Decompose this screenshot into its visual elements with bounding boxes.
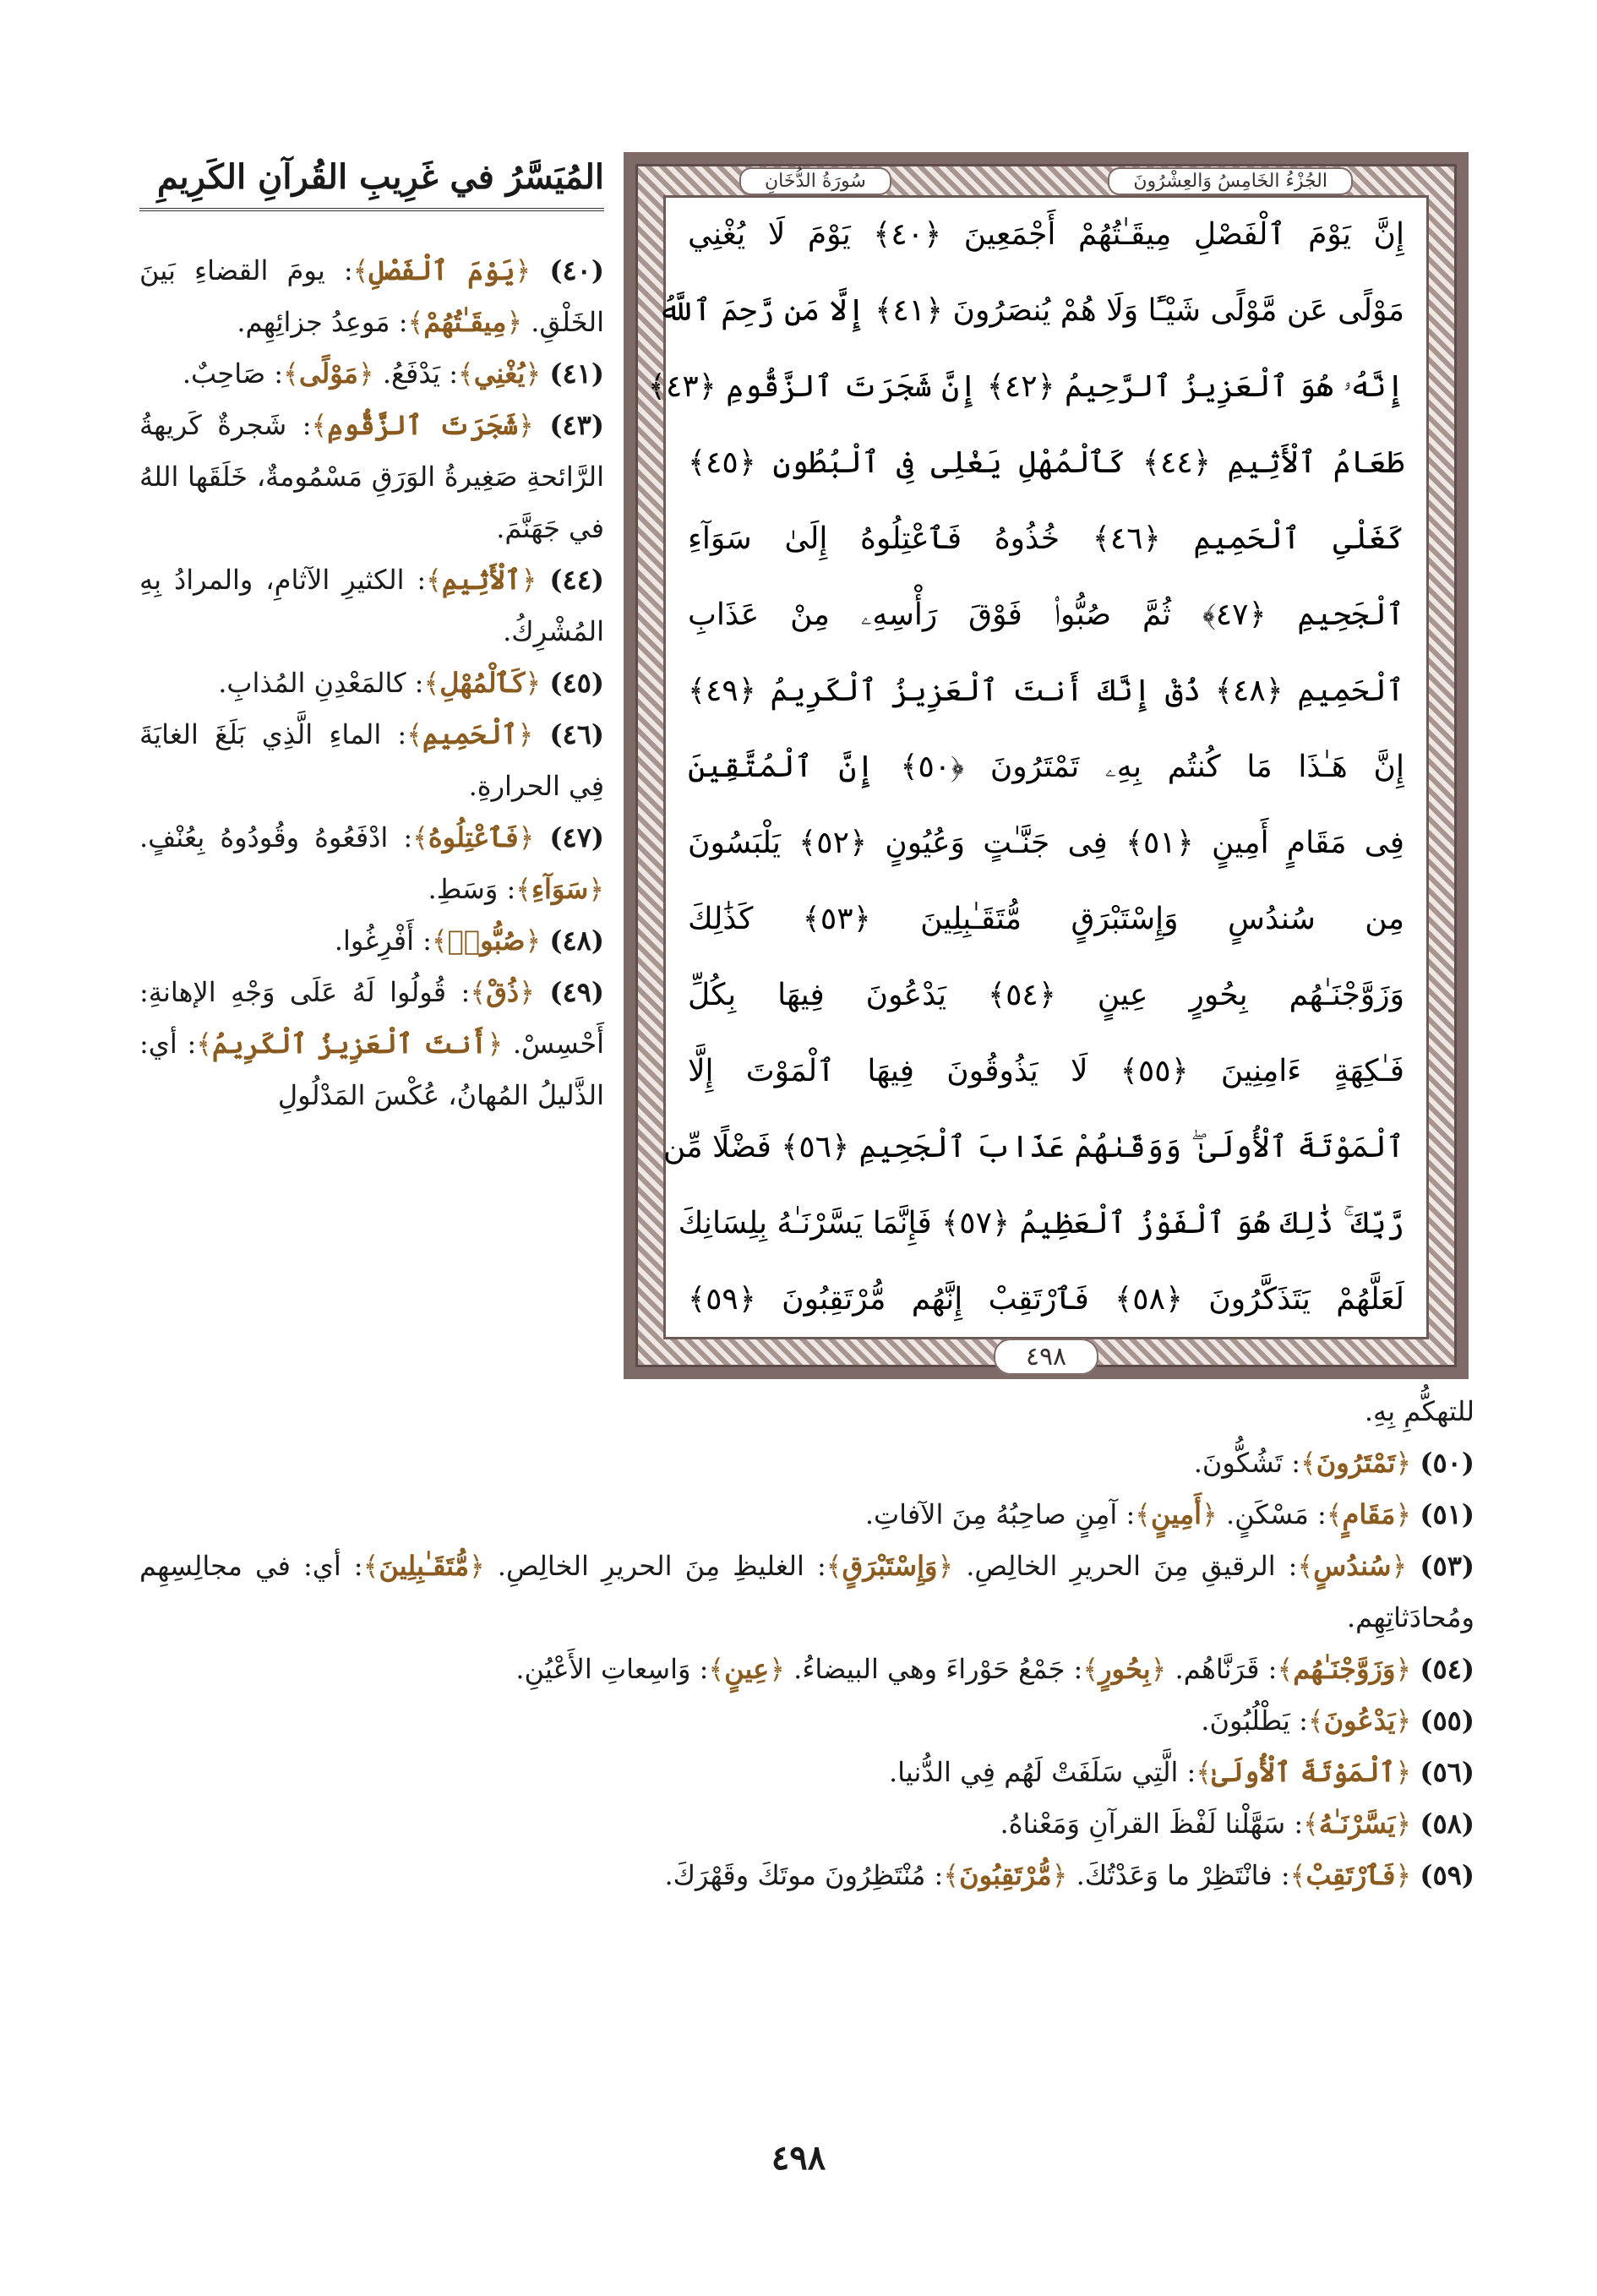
bracket-open: ﴿ bbox=[1395, 1808, 1412, 1840]
note-number: (٤٠) bbox=[549, 254, 604, 286]
note-keyword: كَٱلْمُهْلِ bbox=[439, 667, 526, 699]
note-definition: : جَمْعُ حَوْراءَ وهي البيضاءُ. bbox=[785, 1653, 1083, 1685]
note-entry bbox=[139, 1747, 1474, 1798]
bracket-close: ﴾ bbox=[1307, 1704, 1324, 1737]
note-entry bbox=[139, 812, 604, 915]
note-number: (٤٧) bbox=[549, 821, 605, 854]
note-keyword: صُبُّوا۟ bbox=[447, 924, 526, 957]
note-definition: : آمِنٍ صاحِبُهُ مِنَ الآفاتِ. bbox=[864, 1498, 1136, 1530]
note-entry bbox=[139, 400, 604, 554]
note-number: (٥٣) bbox=[1420, 1550, 1475, 1582]
ayah-line: طَعَامُ ٱلْأَثِيمِ ﴿٤٤﴾ كَٱلْمُهْلِ يَغْلِى فِى ٱلْبُطُونِ ﴿٤٥﴾ bbox=[688, 445, 1405, 480]
note-definition: : الكثيرِ الآثامِ، والمرادُ بِهِ المُشْرِكُ. bbox=[139, 564, 604, 647]
note-keyword: فَٱعْتِلُوهُ bbox=[428, 821, 519, 854]
note-number: (٤٤) bbox=[549, 564, 605, 596]
bracket-open: ﴿ bbox=[588, 873, 604, 905]
note-entry bbox=[139, 1695, 1474, 1747]
bracket-open: ﴿ bbox=[506, 306, 523, 338]
note-entry bbox=[139, 1386, 1474, 1437]
bracket-open: ﴿ bbox=[525, 357, 542, 390]
note-definition: : أَفْرِغُوا. bbox=[334, 924, 432, 957]
note-definition: : تَشُكُّونَ. bbox=[1193, 1447, 1300, 1479]
bracket-close: ﴾ bbox=[826, 1550, 842, 1582]
note-entry bbox=[139, 245, 604, 348]
note-entry bbox=[139, 554, 604, 657]
bracket-open: ﴿ bbox=[518, 821, 535, 854]
note-keyword: عِينٍ bbox=[724, 1653, 770, 1685]
note-number: (٥٦) bbox=[1420, 1756, 1474, 1788]
ayah-line: إِنَّهُۥ هُوَ ٱلْعَزِيزُ ٱلرَّحِيمُ ﴿٤٢﴾ إِنَّ شَجَرَتَ ٱلزَّقُّومِ ﴿٤٣﴾ bbox=[647, 369, 1404, 404]
note-entry bbox=[139, 967, 604, 1121]
surah-label: سُورَةُ الدُّخَانِ bbox=[739, 167, 891, 195]
note-definition: : الَّتِي سَلَفَتْ لَهُم فِي الدُّنيا. bbox=[888, 1756, 1196, 1788]
book-title: المُيَسَّرُ في غَرِيبِ القُرآنِ الكَرِيمِ bbox=[156, 157, 604, 197]
bracket-open: ﴿ bbox=[518, 409, 534, 441]
note-definition: : سَهَّلْنا لَفْظَ القرآنِ وَمَعْناهُ. bbox=[1000, 1808, 1304, 1840]
mushaf-header bbox=[739, 166, 1353, 195]
note-entry bbox=[139, 657, 604, 709]
bracket-open: ﴿ bbox=[525, 667, 542, 699]
note-keyword: أَنتَ ٱلْعَزِيزُ ٱلْكَرِيمُ bbox=[211, 1028, 488, 1060]
bracket-close: ﴾ bbox=[407, 306, 424, 338]
note-definition: : ادْفَعُوهُ وقُودُوهُ بِعُنْفٍ. bbox=[139, 821, 413, 854]
page-number: ٤٩٨ bbox=[771, 2138, 826, 2178]
note-definition: : أي: في مجالِسِهِم ومُحادَثاتِهِم. bbox=[139, 1550, 1474, 1633]
bracket-close: ﴾ bbox=[943, 1859, 960, 1891]
note-definition: : وَاسِعاتِ الأَعْيُنِ. bbox=[515, 1653, 709, 1685]
bracket-close: ﴾ bbox=[431, 924, 448, 957]
bracket-open: ﴿ bbox=[487, 1028, 504, 1060]
note-definition: : شَجرةٌ كَريهةُ الرَّائحةِ صَغِيرةُ الوَرَقِ مَسْمُومةٌ، خَلَقَها اللهُ في جَهَنَّمَ. bbox=[139, 409, 604, 544]
note-definition: : فانْتَظِرْ ما وَعَدْتُكَ. bbox=[1067, 1859, 1290, 1891]
bracket-close: ﴾ bbox=[311, 409, 328, 441]
note-number: (٥٩) bbox=[1420, 1859, 1474, 1891]
bracket-open: ﴿ bbox=[1395, 1756, 1412, 1788]
note-keyword: ٱلْمَوْتَةَ ٱلْأُولَىٰ bbox=[1212, 1756, 1396, 1788]
bracket-close: ﴾ bbox=[1297, 1550, 1314, 1582]
note-keyword: مُّرْتَقِبُونَ bbox=[959, 1859, 1052, 1891]
note-definition: : قُولُوا لَهُ عَلَى وَجْهِ الإهانةِ: أَحْسِسْ. bbox=[139, 976, 604, 1060]
book-title-block bbox=[139, 152, 604, 211]
note-keyword: ٱلْحَمِيمِ bbox=[422, 718, 518, 750]
note-keyword: سُندُسٍ bbox=[1313, 1550, 1392, 1582]
ayah-line: إِنَّ هَـٰذَا مَا كُنتُم بِهِۦ تَمْتَرُونَ ﴿٥٠﴾ إِنَّ ٱلْمُتَّقِينَ bbox=[688, 750, 1404, 784]
note-keyword: مُّتَقَـٰبِلِينَ bbox=[379, 1550, 469, 1582]
bracket-close: ﴾ bbox=[458, 357, 474, 390]
bracket-close: ﴾ bbox=[406, 718, 422, 750]
bracket-close: ﴾ bbox=[515, 873, 531, 905]
bracket-open: ﴿ bbox=[357, 357, 374, 390]
note-entry bbox=[139, 1489, 1474, 1541]
ayah-line: ٱلْجَحِيمِ ﴿٤٧﴾ ثُمَّ صُبُّوا۟ فَوْقَ رَأْسِهِۦ مِنْ عَذَابِ bbox=[688, 597, 1404, 632]
ayah-line: وَزَوَّجْنَـٰهُم بِحُورٍ عِينٍ ﴿٥٤﴾ يَدْعُونَ فِيهَا بِكُلِّ bbox=[688, 978, 1404, 1012]
bracket-close: ﴾ bbox=[283, 357, 299, 390]
note-number: (٥١) bbox=[1420, 1498, 1474, 1530]
note-number: (٤٩) bbox=[549, 976, 604, 1008]
notes-right-column bbox=[139, 245, 604, 1121]
ayah-line: كَغَلْىِ ٱلْحَمِيمِ ﴿٤٦﴾ خُذُوهُ فَٱعْتِلُوهُ إِلَىٰ سَوَآءِ bbox=[688, 521, 1404, 556]
bracket-open: ﴿ bbox=[525, 924, 542, 957]
note-definition: : مُنْتَظِرُونَ موتَكَ وقَهْرَكَ. bbox=[664, 1859, 944, 1891]
note-keyword: أَمِينٍ bbox=[1150, 1498, 1202, 1530]
note-number: (٤٨) bbox=[549, 924, 604, 957]
note-number: (٥٥) bbox=[1420, 1704, 1474, 1737]
ayah-line: رَّبِّكَ ۚ ذَٰلِكَ هُوَ ٱلْفَوْزُ ٱلْعَظِيمُ ﴿٥٧﴾ فَإِنَّمَا يَسَّرْنَـٰهُ بِلِسَانِكَ bbox=[678, 1206, 1404, 1241]
note-definition: : مَسْكَنٍ. bbox=[1217, 1498, 1327, 1530]
note-keyword: مَوْلًى bbox=[298, 357, 358, 390]
ayah-line: ٱلْحَمِيمِ ﴿٤٨﴾ ذُقْ إِنَّكَ أَنتَ ٱلْعَزِيزُ ٱلْكَرِيمُ ﴿٤٩﴾ bbox=[688, 674, 1404, 708]
mushaf-page-number: ٤٩٨ bbox=[994, 1339, 1098, 1375]
note-keyword: ٱلْأَثِيمِ bbox=[441, 564, 521, 596]
note-definition: : وَسَطِ. bbox=[428, 873, 516, 905]
bracket-close: ﴾ bbox=[1135, 1498, 1151, 1530]
note-number: (٥٨) bbox=[1420, 1808, 1474, 1840]
mushaf-footer bbox=[638, 1342, 1454, 1372]
note-definition: : صَاحِبٌ. bbox=[182, 357, 284, 390]
ayah-line: لَعَلَّهُمْ يَتَذَكَّرُونَ ﴿٥٨﴾ فَٱرْتَقِبْ إِنَّهُم مُّرْتَقِبُونَ ﴿٥٩﴾ bbox=[688, 1282, 1405, 1317]
note-keyword: تَمْتَرُونَ bbox=[1316, 1447, 1396, 1479]
note-number: (٤٦) bbox=[549, 718, 605, 750]
note-entry bbox=[139, 915, 604, 967]
note-keyword: يُغْنِي bbox=[473, 357, 526, 390]
notes-bottom-section bbox=[139, 1386, 1474, 1901]
mushaf-page bbox=[624, 152, 1469, 1379]
note-number: (٤١) bbox=[549, 357, 604, 390]
bracket-close: ﴾ bbox=[412, 821, 428, 854]
bracket-close: ﴾ bbox=[423, 667, 440, 699]
note-definition: : كالمَعْدِنِ المُذابِ. bbox=[218, 667, 424, 699]
note-keyword: وَإِسْتَبْرَقٍ bbox=[842, 1550, 938, 1582]
bracket-open: ﴿ bbox=[1150, 1653, 1167, 1685]
ayah-line: مَوْلًى عَن مَّوْلًى شَيْـًٔا وَلَا هُمْ يُنصَرُونَ ﴿٤١﴾ إِلَّا مَن رَّحِمَ ٱللَّهُ bbox=[657, 293, 1404, 328]
note-keyword: يَسَّرْنَـٰهُ bbox=[1318, 1808, 1396, 1840]
note-definition: : أي: الذَّليلُ المُهانُ، عُكْسَ المَدْلُولِ bbox=[139, 1028, 604, 1111]
bracket-open: ﴿ bbox=[1395, 1447, 1412, 1479]
note-keyword: مِيقَـٰتُهُمْ bbox=[423, 306, 507, 338]
note-keyword: شَجَرَتَ ٱلزَّقُّومِ bbox=[327, 409, 519, 441]
note-number: (٤٣) bbox=[549, 409, 604, 441]
bracket-open: ﴿ bbox=[769, 1653, 785, 1685]
ayah-line: مِن سُندُسٍ وَإِسْتَبْرَقٍ مُّتَقَـٰبِلِينَ ﴿٥٣﴾ كَذَٰلِكَ bbox=[688, 902, 1404, 936]
bracket-close: ﴾ bbox=[1082, 1653, 1099, 1685]
bracket-close: ﴾ bbox=[1277, 1653, 1294, 1685]
bracket-open: ﴿ bbox=[521, 564, 537, 596]
juz-label: الجُزْءُ الخَامِسُ وَالعِشْرُونَ bbox=[1108, 167, 1353, 195]
note-definition: : يومَ القضاءِ بَينَ الخَلْقِ. bbox=[139, 254, 604, 338]
ayah-text-panel bbox=[647, 195, 1429, 1339]
bracket-close: ﴾ bbox=[196, 1028, 212, 1060]
note-keyword: مَقَامٍ bbox=[1342, 1498, 1396, 1530]
note-entry bbox=[139, 348, 604, 400]
bracket-close: ﴾ bbox=[708, 1653, 725, 1685]
bracket-open: ﴿ bbox=[1395, 1653, 1412, 1685]
bracket-open: ﴿ bbox=[517, 718, 534, 750]
note-entry bbox=[139, 1798, 1474, 1850]
bracket-open: ﴿ bbox=[1395, 1859, 1412, 1891]
note-number: (٥٤) bbox=[1420, 1653, 1474, 1685]
note-definition: : الرقيقِ مِنَ الحريرِ الخالِصِ. bbox=[953, 1550, 1298, 1582]
note-definition: : قَرَنَّاهُم. bbox=[1166, 1653, 1278, 1685]
note-definition: : مَوعِدُ جزائِهِم. bbox=[237, 306, 408, 338]
bracket-open: ﴿ bbox=[468, 1550, 485, 1582]
note-entry bbox=[139, 1644, 1474, 1695]
ayah-line: فِى مَقَامٍ أَمِينٍ ﴿٥١﴾ فِى جَنَّـٰتٍ وَعُيُونٍ ﴿٥٢﴾ يَلْبَسُونَ bbox=[688, 826, 1404, 860]
note-keyword: فَٱرْتَقِبْ bbox=[1305, 1859, 1396, 1891]
bracket-open: ﴿ bbox=[1395, 1498, 1412, 1530]
note-keyword: بِحُورٍ bbox=[1098, 1653, 1151, 1685]
note-entry bbox=[139, 709, 604, 812]
note-number: (٤٥) bbox=[549, 667, 604, 699]
ayah-line: فَـٰكِهَةٍ ءَامِنِينَ ﴿٥٥﴾ لَا يَذُوقُونَ فِيهَا ٱلْمَوْتَ إِلَّا bbox=[688, 1054, 1405, 1088]
note-entry bbox=[139, 1437, 1474, 1489]
note-entry bbox=[139, 1541, 1474, 1644]
bracket-open: ﴿ bbox=[1391, 1550, 1408, 1582]
note-definition: : يَدْفَعُ. bbox=[373, 357, 458, 390]
note-keyword: سَوَآءِ bbox=[531, 873, 589, 905]
bracket-close: ﴾ bbox=[362, 1550, 379, 1582]
bracket-open: ﴿ bbox=[519, 976, 535, 1008]
note-keyword: ذُقْ bbox=[486, 976, 520, 1008]
bracket-close: ﴾ bbox=[1196, 1756, 1213, 1788]
bracket-close: ﴾ bbox=[1300, 1447, 1316, 1479]
note-definition: : يَطْلُبُونَ. bbox=[1201, 1704, 1308, 1737]
note-number: (٥٠) bbox=[1420, 1447, 1474, 1479]
bracket-open: ﴿ bbox=[1395, 1704, 1412, 1737]
bracket-close: ﴾ bbox=[1289, 1859, 1306, 1891]
note-definition: : الماءِ الَّذِي بَلَغَ الغايَةَ فِي الحرارةِ. bbox=[139, 718, 604, 802]
bracket-open: ﴿ bbox=[1051, 1859, 1068, 1891]
ayah-line: إِنَّ يَوْمَ ٱلْفَصْلِ مِيقَـٰتُهُمْ أَجْمَعِينَ ﴿٤٠﴾ يَوْمَ لَا يُغْنِي bbox=[688, 217, 1404, 252]
bracket-close: ﴾ bbox=[1326, 1498, 1343, 1530]
ayah-line: ٱلْمَوْتَةَ ٱلْأُولَىٰ ۖ وَوَقَىٰهُمْ عَذَابَ ٱلْجَحِيمِ ﴿٥٦﴾ فَضْلًا مِّن bbox=[662, 1130, 1404, 1164]
note-entry bbox=[139, 1850, 1474, 1901]
bracket-close: ﴾ bbox=[1303, 1808, 1319, 1840]
note-definition: : الغليظِ مِنَ الحريرِ الخالِصِ. bbox=[484, 1550, 826, 1582]
bracket-close: ﴾ bbox=[426, 564, 442, 596]
note-keyword: يَوْمَ ٱلْفَصْلِ bbox=[368, 254, 515, 286]
note-keyword: وَزَوَّجْنَـٰهُم bbox=[1293, 1653, 1396, 1685]
note-definition: للتهكُّمِ بِهِ. bbox=[1364, 1395, 1474, 1427]
ornamental-frame bbox=[635, 164, 1457, 1372]
bracket-open: ﴿ bbox=[937, 1550, 954, 1582]
note-keyword: يَدْعُونَ bbox=[1323, 1704, 1396, 1737]
bracket-close: ﴾ bbox=[470, 976, 487, 1008]
bracket-close: ﴾ bbox=[352, 254, 369, 286]
bracket-open: ﴿ bbox=[515, 254, 531, 286]
bracket-open: ﴿ bbox=[1202, 1498, 1218, 1530]
